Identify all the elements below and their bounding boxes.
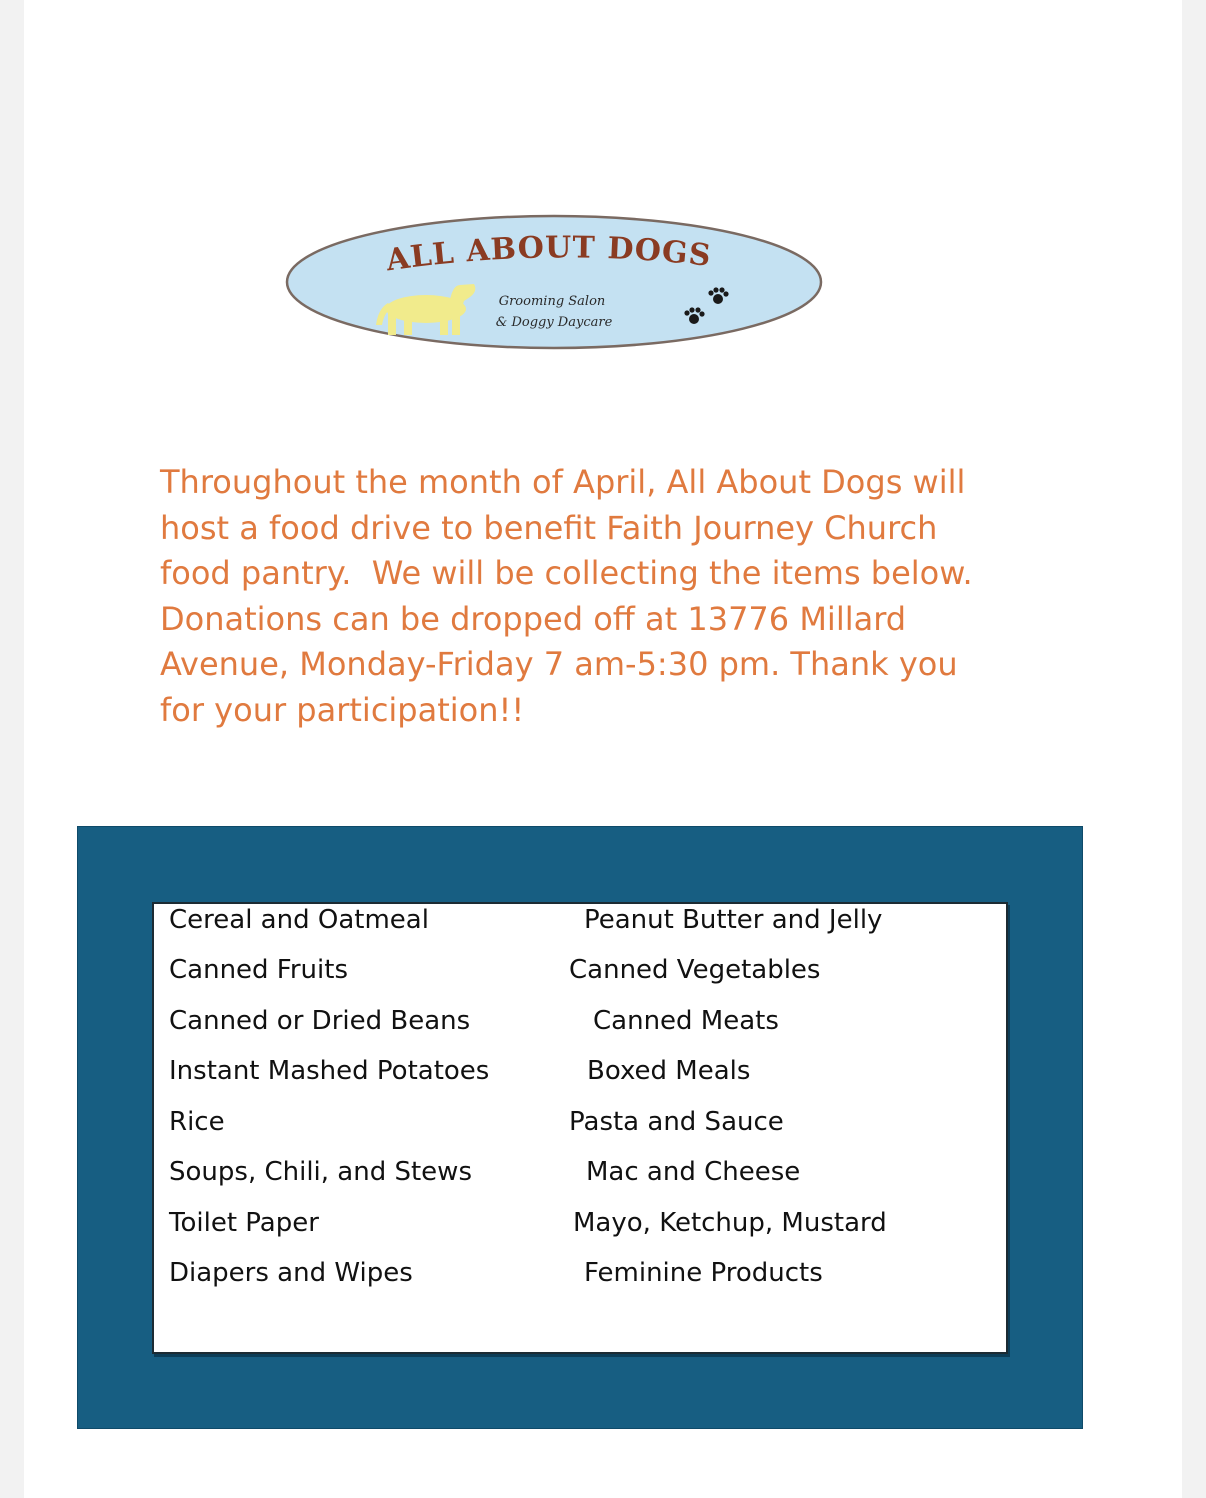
food-drive-announcement xyxy=(160,460,1060,734)
announcement-line: Throughout the month of April, All About Dogs will xyxy=(160,463,966,501)
list-item: Cereal and Oatmeal xyxy=(169,905,429,935)
logo-tagline-2: & Doggy Daycare xyxy=(495,315,613,330)
list-item: Soups, Chili, and Stews xyxy=(169,1157,472,1187)
announcement-line: for your participation!! xyxy=(160,690,525,729)
announcement-line: food pantry. We will be collecting the items below. xyxy=(160,554,973,593)
list-item: Instant Mashed Potatoes xyxy=(169,1056,490,1086)
list-item: Pasta and Sauce xyxy=(569,1107,784,1137)
list-item: Diapers and Wipes xyxy=(169,1258,413,1288)
list-item: Canned Meats xyxy=(593,1006,779,1036)
all-about-dogs-logo xyxy=(284,213,824,351)
announcement-line: Donations can be dropped off at 13776 Millard xyxy=(160,599,907,638)
list-item: Boxed Meals xyxy=(587,1056,751,1086)
list-item: Mac and Cheese xyxy=(586,1157,801,1187)
list-item: Peanut Butter and Jelly xyxy=(584,905,883,935)
list-item: Mayo, Ketchup, Mustard xyxy=(573,1208,887,1238)
list-item: Canned Fruits xyxy=(169,955,349,985)
list-item: Toilet Paper xyxy=(169,1208,319,1238)
list-item: Canned Vegetables xyxy=(569,955,821,985)
list-item: Feminine Products xyxy=(584,1258,823,1288)
logo-brand-text: ALL ABOUT DOGS xyxy=(383,230,714,279)
announcement-line: host a food drive to benefit Faith Journey Church xyxy=(160,508,938,547)
announcement-line: Avenue, Monday-Friday 7 am-5:30 pm. Thank you xyxy=(160,645,958,684)
logo-tagline-1: Grooming Salon xyxy=(498,294,606,309)
list-item: Canned or Dried Beans xyxy=(169,1006,471,1036)
donation-items-list xyxy=(152,902,1008,1354)
list-item: Rice xyxy=(169,1107,225,1137)
